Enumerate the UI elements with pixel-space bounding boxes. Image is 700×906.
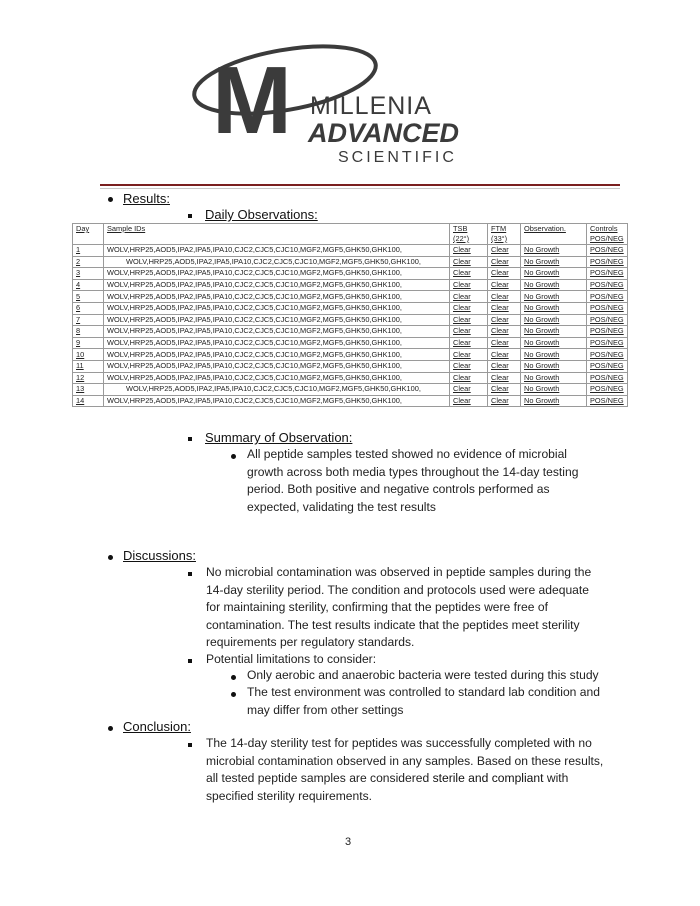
cell-ftm: Clear [488,302,521,314]
cell-controls: POS/NEG [587,349,628,361]
cell-day: 5 [73,291,104,303]
table-row [73,349,628,361]
logo-mark: M [212,47,292,154]
cell-sample-ids: WOLV,HRP25,AOD5,IPA2,IPA5,IPA10,CJC2,CJC5,CJC10,MGF2,MGF5,GHK50,GHK100, [104,302,450,314]
bullet-icon [231,675,236,680]
page-number: 3 [345,836,352,848]
cell-controls: POS/NEG [587,245,628,257]
cell-tsb: Clear [450,360,488,372]
cell-controls: POS/NEG [587,372,628,384]
cell-ftm: Clear [488,291,521,303]
cell-observation: No Growth [521,256,587,268]
table-row [73,395,628,407]
cell-tsb: Clear [450,245,488,257]
cell-sample-ids: WOLV,HRP25,AOD5,IPA2,IPA5,IPA10,CJC2,CJC5,CJC10,MGF2,MGF5,GHK50,GHK100, [104,279,450,291]
cell-tsb: Clear [450,384,488,396]
cell-tsb: Clear [450,291,488,303]
table-row [73,384,628,396]
table-row [73,245,628,257]
table-row [73,256,628,268]
cell-ftm: Clear [488,314,521,326]
cell-controls: POS/NEG [587,337,628,349]
conclusion-heading: Conclusion: [123,719,191,734]
cell-observation: No Growth [521,384,587,396]
daily-observations-heading: Daily Observations: [205,207,318,222]
bullet-icon [108,197,113,202]
cell-observation: No Growth [521,372,587,384]
results-heading: Results: [123,191,170,206]
cell-day: 4 [73,279,104,291]
table-row [73,372,628,384]
bullet-icon [231,454,236,459]
table-row [73,337,628,349]
cell-observation: No Growth [521,349,587,361]
cell-ftm: Clear [488,384,521,396]
cell-tsb: Clear [450,268,488,280]
cell-day: 1 [73,245,104,257]
summary-heading: Summary of Observation: [205,430,353,445]
col-header-sample-ids: Sample IDs [104,224,450,245]
cell-day: 13 [73,384,104,396]
cell-day: 3 [73,268,104,280]
header-rule-red [100,184,620,186]
cell-tsb: Clear [450,256,488,268]
cell-sample-ids: WOLV,HRP25,AOD5,IPA2,IPA5,IPA10,CJC2,CJC5,CJC10,MGF2,MGF5,GHK50,GHK100, [104,326,450,338]
cell-observation: No Growth [521,337,587,349]
square-bullet-icon [188,659,192,663]
cell-tsb: Clear [450,314,488,326]
conclusion-paragraph: The 14-day sterility test for peptides was successfully completed with no microbial contamination observed in any samples. Based on these results, all tested peptide samples are considered sterile and compliant with specified sterility requirements. [206,736,604,803]
discussions-heading: Discussions: [123,548,196,563]
logo-text-scientific: SCIENTIFIC [338,149,457,166]
cell-sample-ids: WOLV,HRP25,AOD5,IPA2,IPA5,IPA10,CJC2,CJC5,CJC10,MGF2,MGF5,GHK50,GHK100, [104,314,450,326]
logo-text-millenia: MILLENIA [310,92,432,120]
cell-tsb: Clear [450,326,488,338]
cell-day: 11 [73,360,104,372]
cell-ftm: Clear [488,349,521,361]
cell-sample-ids: WOLV,HRP25,AOD5,IPA2,IPA5,IPA10,CJC2,CJC5,CJC10,MGF2,MGF5,GHK50,GHK100, [104,372,450,384]
cell-observation: No Growth [521,291,587,303]
header-rule-gray [100,188,620,189]
limitation-item-2: The test environment was controlled to standard lab condition and may differ from other settings [247,685,600,717]
logo-text-advanced: ADVANCED [308,118,460,148]
cell-observation: No Growth [521,395,587,407]
cell-sample-ids: WOLV,HRP25,AOD5,IPA2,IPA5,IPA10,CJC2,CJC5,CJC10,MGF2,MGF5,GHK50,GHK100, [104,268,450,280]
cell-controls: POS/NEG [587,302,628,314]
cell-day: 14 [73,395,104,407]
cell-day: 2 [73,256,104,268]
cell-controls: POS/NEG [587,314,628,326]
cell-observation: No Growth [521,314,587,326]
cell-day: 10 [73,349,104,361]
discussions-paragraph: No microbial contamination was observed in peptide samples during the 14-day sterility period. The condition and protocols used were adequate for maintaining sterility, confirming that the peptides were free of contamination. The test results indicate that the peptides meet sterility requirements per regulatory standards. [206,565,592,649]
table-row [73,279,628,291]
cell-ftm: Clear [488,337,521,349]
cell-sample-ids: WOLV,HRP25,AOD5,IPA2,IPA5,IPA10,CJC2,CJC5,CJC10,MGF2,MGF5,GHK50,GHK100, [104,291,450,303]
table-row [73,302,628,314]
cell-ftm: Clear [488,268,521,280]
cell-sample-ids: WOLV,HRP25,AOD5,IPA2,IPA5,IPA10,CJC2,CJC5,CJC10,MGF2,MGF5,GHK50,GHK100, [104,245,450,257]
col-header-observation: Observation. [521,224,587,245]
cell-controls: POS/NEG [587,268,628,280]
table-row [73,268,628,280]
cell-day: 9 [73,337,104,349]
bullet-icon [108,726,113,731]
col-header-tsb: TSB (22°) [450,224,488,245]
cell-observation: No Growth [521,268,587,280]
col-header-controls: Controls POS/NEG [587,224,628,245]
square-bullet-icon [188,743,192,747]
company-logo [190,38,510,168]
cell-day: 7 [73,314,104,326]
square-bullet-icon [188,572,192,576]
square-bullet-icon [188,437,192,441]
limitations-label: Potential limitations to consider: [206,652,377,666]
summary-paragraph: All peptide samples tested showed no evidence of microbial growth across both media types throughout the 14-day testing period. Both positive and negative controls performed as expected, validating the test results [247,447,579,514]
cell-ftm: Clear [488,279,521,291]
bullet-icon [231,692,236,697]
cell-ftm: Clear [488,326,521,338]
cell-sample-ids: WOLV,HRP25,AOD5,IPA2,IPA5,IPA10,CJC2,CJC5,CJC10,MGF2,MGF5,GHK50,GHK100, [104,256,450,268]
cell-observation: No Growth [521,245,587,257]
cell-tsb: Clear [450,302,488,314]
cell-observation: No Growth [521,302,587,314]
cell-sample-ids: WOLV,HRP25,AOD5,IPA2,IPA5,IPA10,CJC2,CJC5,CJC10,MGF2,MGF5,GHK50,GHK100, [104,349,450,361]
cell-ftm: Clear [488,245,521,257]
cell-controls: POS/NEG [587,384,628,396]
cell-day: 6 [73,302,104,314]
cell-observation: No Growth [521,360,587,372]
cell-day: 12 [73,372,104,384]
cell-day: 8 [73,326,104,338]
cell-tsb: Clear [450,349,488,361]
col-header-day: Day [73,224,104,245]
cell-sample-ids: WOLV,HRP25,AOD5,IPA2,IPA5,IPA10,CJC2,CJC5,CJC10,MGF2,MGF5,GHK50,GHK100, [104,395,450,407]
table-row [73,326,628,338]
cell-controls: POS/NEG [587,360,628,372]
table-header-row [73,224,628,245]
cell-tsb: Clear [450,395,488,407]
cell-controls: POS/NEG [587,256,628,268]
cell-ftm: Clear [488,395,521,407]
cell-sample-ids: WOLV,HRP25,AOD5,IPA2,IPA5,IPA10,CJC2,CJC5,CJC10,MGF2,MGF5,GHK50,GHK100, [104,337,450,349]
cell-ftm: Clear [488,256,521,268]
cell-controls: POS/NEG [587,395,628,407]
cell-controls: POS/NEG [587,291,628,303]
cell-observation: No Growth [521,326,587,338]
cell-controls: POS/NEG [587,326,628,338]
bullet-icon [108,555,113,560]
square-bullet-icon [188,214,192,218]
cell-controls: POS/NEG [587,279,628,291]
cell-ftm: Clear [488,372,521,384]
limitation-item-1: Only aerobic and anaerobic bacteria were tested during this study [247,668,599,682]
cell-tsb: Clear [450,337,488,349]
table-row [73,360,628,372]
observations-table [72,223,628,407]
cell-tsb: Clear [450,279,488,291]
table-row [73,291,628,303]
table-row [73,314,628,326]
cell-observation: No Growth [521,279,587,291]
cell-sample-ids: WOLV,HRP25,AOD5,IPA2,IPA5,IPA10,CJC2,CJC5,CJC10,MGF2,MGF5,GHK50,GHK100, [104,360,450,372]
cell-tsb: Clear [450,372,488,384]
cell-ftm: Clear [488,360,521,372]
cell-sample-ids: WOLV,HRP25,AOD5,IPA2,IPA5,IPA10,CJC2,CJC5,CJC10,MGF2,MGF5,GHK50,GHK100, [104,384,450,396]
sterile-compliant-highlight: sterile and compliant [432,771,544,785]
col-header-ftm: FTM (33°) [488,224,521,245]
